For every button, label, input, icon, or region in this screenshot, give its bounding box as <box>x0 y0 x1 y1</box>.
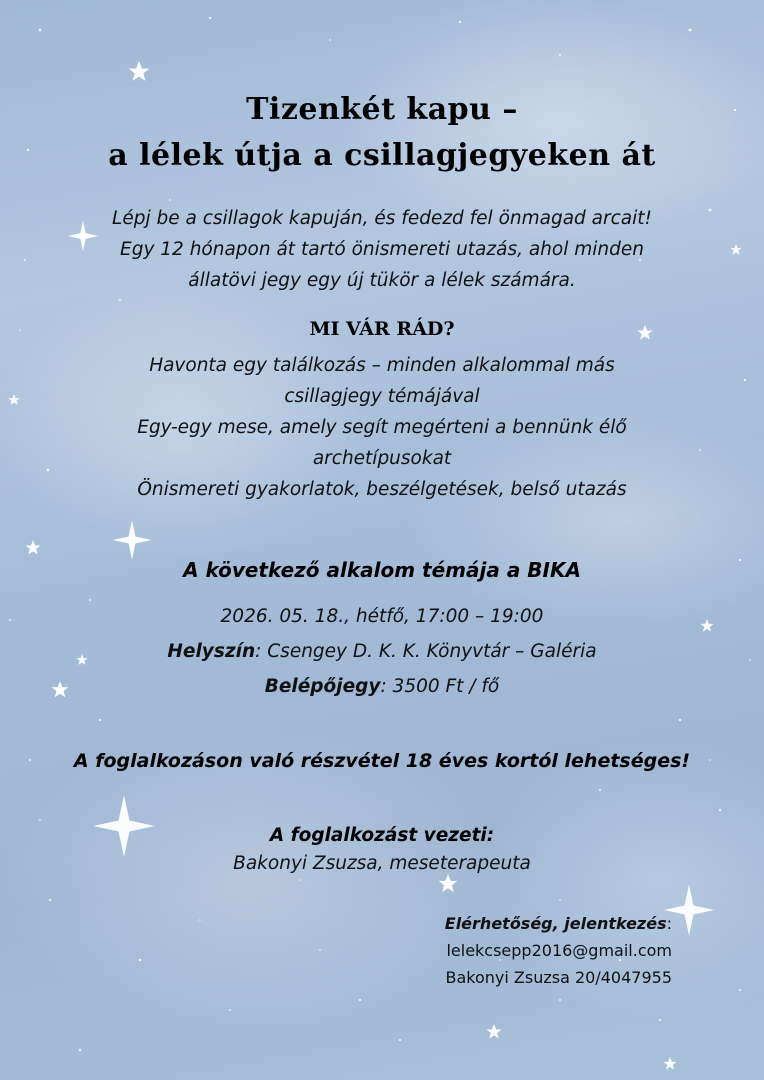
intro-line: állatövi jegy egy új tükör a lélek számára. <box>188 270 576 291</box>
contact-colon: : <box>666 914 672 933</box>
intro-line: Egy 12 hónapon át tartó önismereti utazás, ahol minden <box>120 239 644 260</box>
contact-label: Elérhetőség, jelentkezés <box>444 914 667 933</box>
list-item: Önismereti gyakorlatok, beszélgetések, belső utazás <box>137 479 627 500</box>
location-value: : Csengey D. K. K. Könyvtár – Galéria <box>255 641 597 662</box>
session-location <box>60 641 704 662</box>
location-label: Helyszín <box>167 641 256 662</box>
what-awaits-list <box>60 350 704 505</box>
ticket-value: : 3500 Ft / fő <box>380 676 500 697</box>
list-item: Havonta egy találkozás – minden alkalommal más <box>149 355 615 376</box>
session-ticket <box>60 676 704 697</box>
what-awaits-heading: MI VÁR RÁD? <box>309 318 455 340</box>
next-session-topic: A következő alkalom témája a BIKA <box>183 558 581 582</box>
session-datetime: 2026. 05. 18., hétfő, 17:00 – 19:00 <box>220 606 544 627</box>
contact-heading <box>445 910 672 937</box>
list-item: Egy-egy mese, amely segít megérteni a bennünk élő <box>137 417 627 438</box>
intro-line: Lépj be a csillagok kapuján, és fedezd fel önmagad arcait! <box>112 208 652 229</box>
contact-block <box>445 910 672 991</box>
title-line-2: a lélek útja a csillagjegyeken át <box>108 138 656 173</box>
list-item: csillagjegy témájával <box>284 386 480 407</box>
intro-paragraph <box>60 203 704 296</box>
age-notice: A foglalkozáson való részvétel 18 éves kortól lehetséges! <box>73 750 691 772</box>
list-item: archetípusokat <box>312 448 452 469</box>
contact-phone: Bakonyi Zsuzsa 20/4047955 <box>445 968 672 987</box>
contact-email[interactable]: lelekcsepp2016@gmail.com <box>446 941 672 960</box>
ticket-label: Belépőjegy <box>264 676 381 697</box>
leader-label: A foglalkozást vezeti: <box>269 825 495 846</box>
title-line-1: Tizenkét kapu – <box>246 92 518 127</box>
leader-name: Bakonyi Zsuzsa, meseterapeuta <box>233 853 531 874</box>
